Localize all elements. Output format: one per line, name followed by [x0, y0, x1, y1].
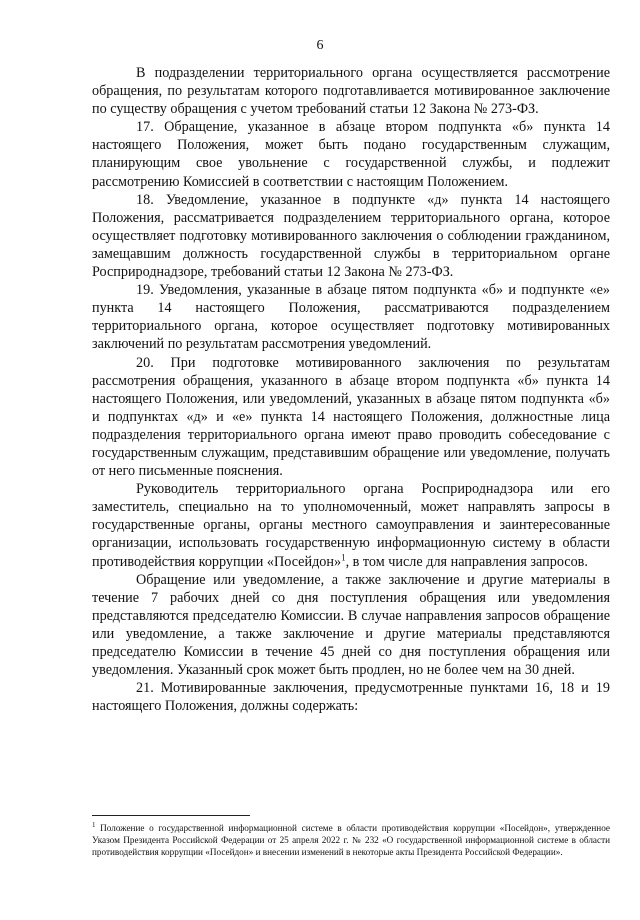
body-text	[92, 64, 610, 715]
paragraph: В подразделении территориального органа осуществляется рассмотрение обращения, по результатам которого подготавливается мотивированное заключение по существу обращения с учетом требований статьи 12 Закона № 273-ФЗ.	[92, 65, 610, 118]
paragraph-item-19: 19. Уведомления, указанные в абзаце пятом подпункта «б» и подпункте «е» пункта 14 настоящего Положения, рассматриваются подразделением территориального органа, которое осуществляет подготовку мотивированных заключений по результатам рассмотрения уведомлений.	[92, 282, 610, 353]
paragraph: Обращение или уведомление, а также заключение и другие материалы в течение 7 рабочих дней со дня поступления обращения или уведомления представляются председателю Комиссии. В случае направления запросов обращение или уведомление, а также заключение и другие материалы представляются председателю Комиссии в течение 45 дней со дня поступления обращения или уведомления. Указанный срок может быть продлен, но не более чем на 30 дней.	[92, 571, 610, 679]
paragraph-with-footnote	[92, 480, 610, 570]
paragraph-text: Руководитель территориального органа Росприроднадзора или его заместитель, специально на то уполномоченный, может направлять запросы в государственные органы, органы местного самоуправления и заинтересованные организации, использовать государственную информационную систему в области противодействия коррупции «Посейдон»	[92, 481, 610, 570]
paragraph-item-21: 21. Мотивированные заключения, предусмотренные пунктами 16, 18 и 19 настоящего Положения, должны содержать:	[92, 680, 610, 715]
footnote-mark: 1	[92, 820, 96, 829]
paragraph-item-17: 17. Обращение, указанное в абзаце втором подпункта «б» пункта 14 настоящего Положения, может быть подано государственным служащим, планирующим свое увольнение с государственной службы, и подлежит рассмотрению Комиссией в соответствии с настоящим Положением.	[92, 119, 610, 190]
footnote-text: Положение о государственной информационной системе в области противодействия коррупции «Посейдон», утвержденное Указом Президента Российской Федерации от 25 апреля 2022 г. № 232 «О государственной информационной системе в области противодействия коррупции «Посейдон» и внесении изменений в некоторые акты Президента Российской Федерации».	[92, 823, 610, 858]
page-number: 6	[316, 38, 324, 53]
footnote-reference: 1	[341, 551, 346, 562]
paragraph-item-18: 18. Уведомление, указанное в подпункте «д» пункта 14 настоящего Положения, рассматривается подразделением территориального органа, которое осуществляет подготовку мотивированного заключения о соблюдении гражданином, замещавшим должность государственной службы в территориальном органе Росприроднадзоре, требований статьи 12 Закона № 273-ФЗ.	[92, 191, 610, 281]
footnote-divider	[92, 815, 250, 816]
paragraph-tail: , в том числе для направления запросов.	[345, 553, 588, 570]
paragraph-item-20: 20. При подготовке мотивированного заключения по результатам рассмотрения обращения, указанного в абзаце втором подпункта «б» пункта 14 настоящего Положения, или уведомлений, указанных в абзаце пятом подпункта «б» и подпунктах «д» и «е» пункта 14 настоящего Положения, должностные лица подразделения территориального органа имеют право проводить собеседование с государственным служащим, представившим обращение или уведомление, получать от него письменные пояснения.	[92, 354, 610, 480]
footnote	[92, 822, 610, 859]
